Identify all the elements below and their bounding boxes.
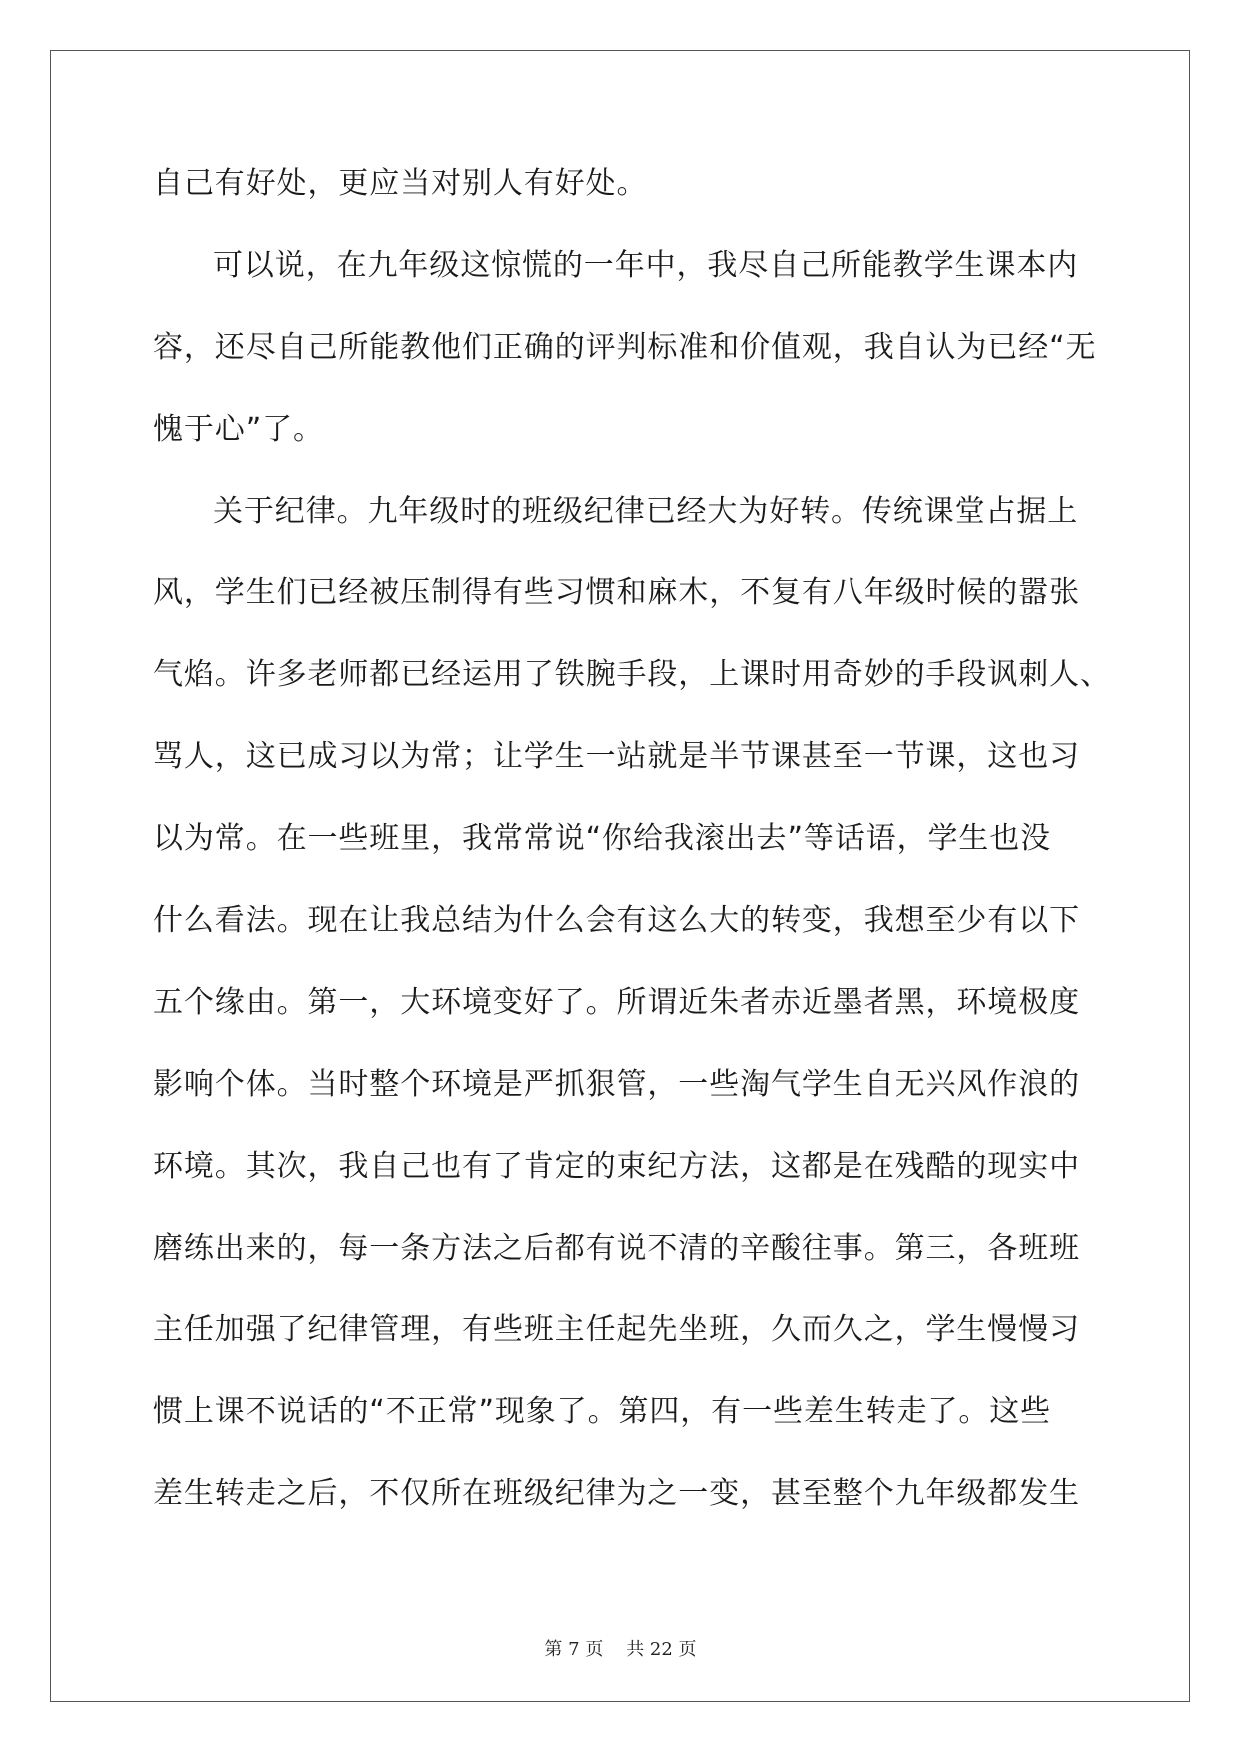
text-line-14: 磨练出来的，每一条方法之后都有说不清的辛酸往事。第三，各班班 — [153, 1230, 1080, 1266]
text-line-16: 惯上课不说话的“不正常”现象了。第四，有一些差生转走了。这些 — [153, 1394, 1052, 1430]
page-number: 第 7 页 共 22 页 — [544, 1639, 697, 1660]
text-line-2: 可以说，在九年级这惊慌的一年中，我尽自己所能教学生课本内 — [213, 247, 1079, 283]
text-line-15: 主任加强了纪律管理，有些班主任起先坐班，久而久之，学生慢慢习 — [153, 1312, 1080, 1348]
document-body — [153, 166, 1111, 1558]
text-line-9: 以为常。在一些班里，我常常说“你给我滚出去”等话语，学生也没 — [153, 821, 1052, 857]
text-line-8: 骂人，这已成习以为常；让学生一站就是半节课甚至一节课，这也习 — [153, 739, 1080, 775]
text-line-5: 关于纪律。九年级时的班级纪律已经大为好转。传统课堂占据上 — [213, 493, 1079, 529]
text-line-10: 什么看法。现在让我总结为什么会有这么大的转变，我想至少有以下 — [153, 903, 1080, 939]
text-line-6: 风，学生们已经被压制得有些习惯和麻木，不复有八年级时候的嚣张 — [153, 575, 1080, 611]
text-line-11: 五个缘由。第一，大环境变好了。所谓近朱者赤近墨者黑，环境极度 — [153, 984, 1080, 1020]
text-line-12: 影响个体。当时整个环境是严抓狠管，一些淘气学生自无兴风作浪的 — [153, 1066, 1080, 1102]
text-line-1: 自己有好处，更应当对别人有好处。 — [153, 166, 648, 201]
text-line-7: 气焰。许多老师都已经运用了铁腕手段，上课时用奇妙的手段讽刺人、 — [153, 657, 1111, 693]
text-line-3: 容，还尽自己所能教他们正确的评判标准和价值观，我自认为已经“无 — [153, 329, 1097, 365]
text-line-13: 环境。其次，我自己也有了肯定的束纪方法，这都是在残酷的现实中 — [153, 1148, 1080, 1184]
text-line-17: 差生转走之后，不仅所在班级纪律为之一变，甚至整个九年级都发生 — [153, 1476, 1080, 1512]
text-line-4: 愧于心”了。 — [153, 411, 324, 447]
